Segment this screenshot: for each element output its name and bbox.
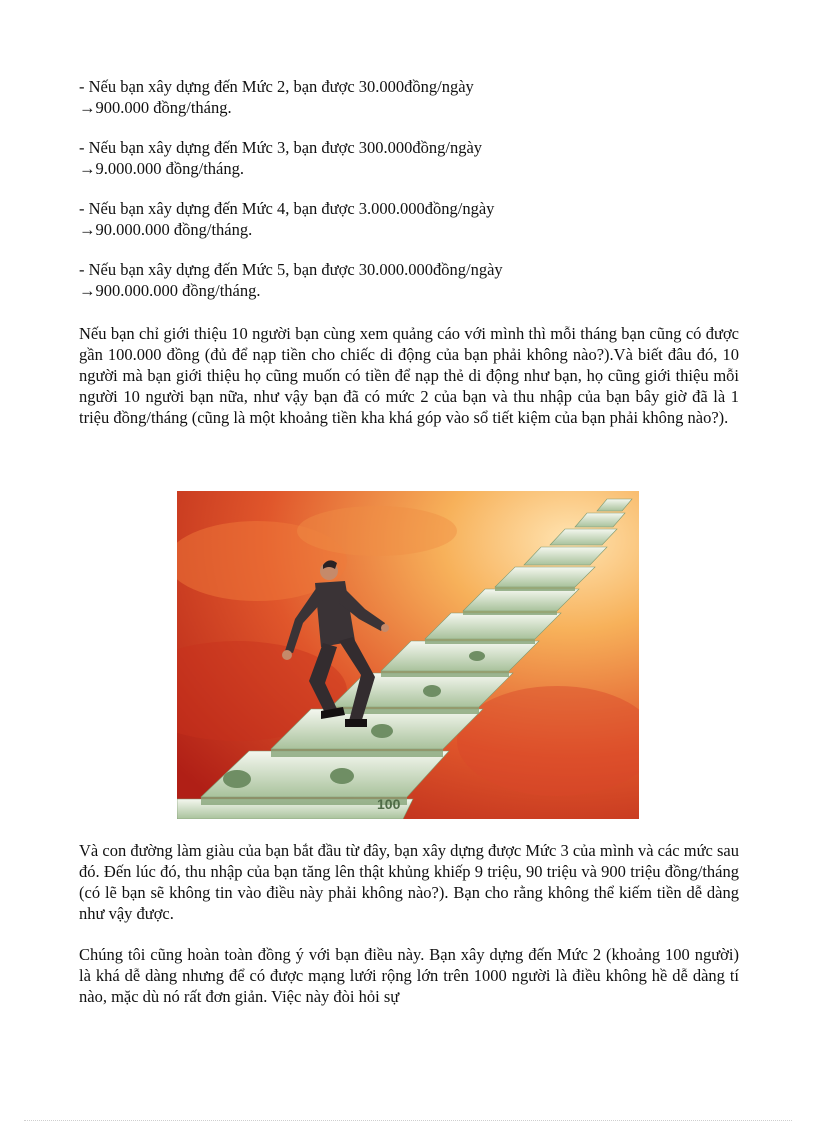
level-monthly-income: →900.000 đồng/tháng. <box>79 98 232 117</box>
money-staircase-image <box>177 491 639 819</box>
level-item <box>79 76 739 118</box>
level-daily-income: - Nếu bạn xây dựng đến Mức 4, bạn được 3.000.000đồng/ngày <box>79 199 495 218</box>
level-daily-income: - Nếu bạn xây dựng đến Mức 5, bạn được 30.000.000đồng/ngày <box>79 260 503 279</box>
road-to-wealth-paragraph: Và con đường làm giàu của bạn bắt đầu từ đây, bạn xây dựng được Mức 3 của mình và các mức sau đó. Đến lúc đó, thu nhập của bạn tăng lên thật khủng khiếp 9 triệu, 90 triệu và 900 triệu đồng/tháng (có lẽ bạn sẽ không tin vào điều này phải không nào?). Bạn cho rằng không thể kiếm tiền dễ dàng như vậy được. <box>79 841 739 923</box>
page-bottom-divider <box>24 1120 792 1121</box>
level-monthly-income: →9.000.000 đồng/tháng. <box>79 159 244 178</box>
level-daily-income: - Nếu bạn xây dựng đến Mức 3, bạn được 300.000đồng/ngày <box>79 138 483 157</box>
cloud <box>297 506 457 556</box>
bill-label: 100 <box>377 796 401 812</box>
intro-paragraph: Nếu bạn chỉ giới thiệu 10 người bạn cùng xem quảng cáo với mình thì mỗi tháng bạn cũng có được gần 100.000 đồng (đủ để nạp tiền cho chiếc di động của bạn phải không nào?).Và biết đâu đó, 10 người mà bạn giới thiệu họ cũng muốn có tiền để nạp thẻ di động như bạn, họ cũng giới thiệu mỗi người 10 người bạn nữa, như vậy bạn đã có mức 2 của bạn và thu nhập của bạn bây giờ đã là 1 triệu đồng/tháng (cũng là một khoảng tiền kha khá góp vào sổ tiết kiệm của bạn phải không nào?). <box>79 324 739 427</box>
income-levels-list <box>79 76 739 320</box>
level-daily-income: - Nếu bạn xây dựng đến Mức 2, bạn được 30.000đồng/ngày <box>79 77 474 96</box>
level-item <box>79 198 739 240</box>
staircase-illustration <box>177 491 639 819</box>
level-item <box>79 137 739 179</box>
level-monthly-income: →900.000.000 đồng/tháng. <box>79 281 261 300</box>
level-monthly-income: →90.000.000 đồng/tháng. <box>79 220 253 239</box>
level-item <box>79 259 739 301</box>
agreement-paragraph: Chúng tôi cũng hoàn toàn đồng ý với bạn điều này. Bạn xây dựng đến Mức 2 (khoảng 100 người) là khá dễ dàng nhưng để có được mạng lưới rộng lớn trên 1000 người là điều không hề dễ dàng tí nào, mặc dù nó rất đơn giản. Việc này đòi hỏi sự <box>79 945 739 1006</box>
